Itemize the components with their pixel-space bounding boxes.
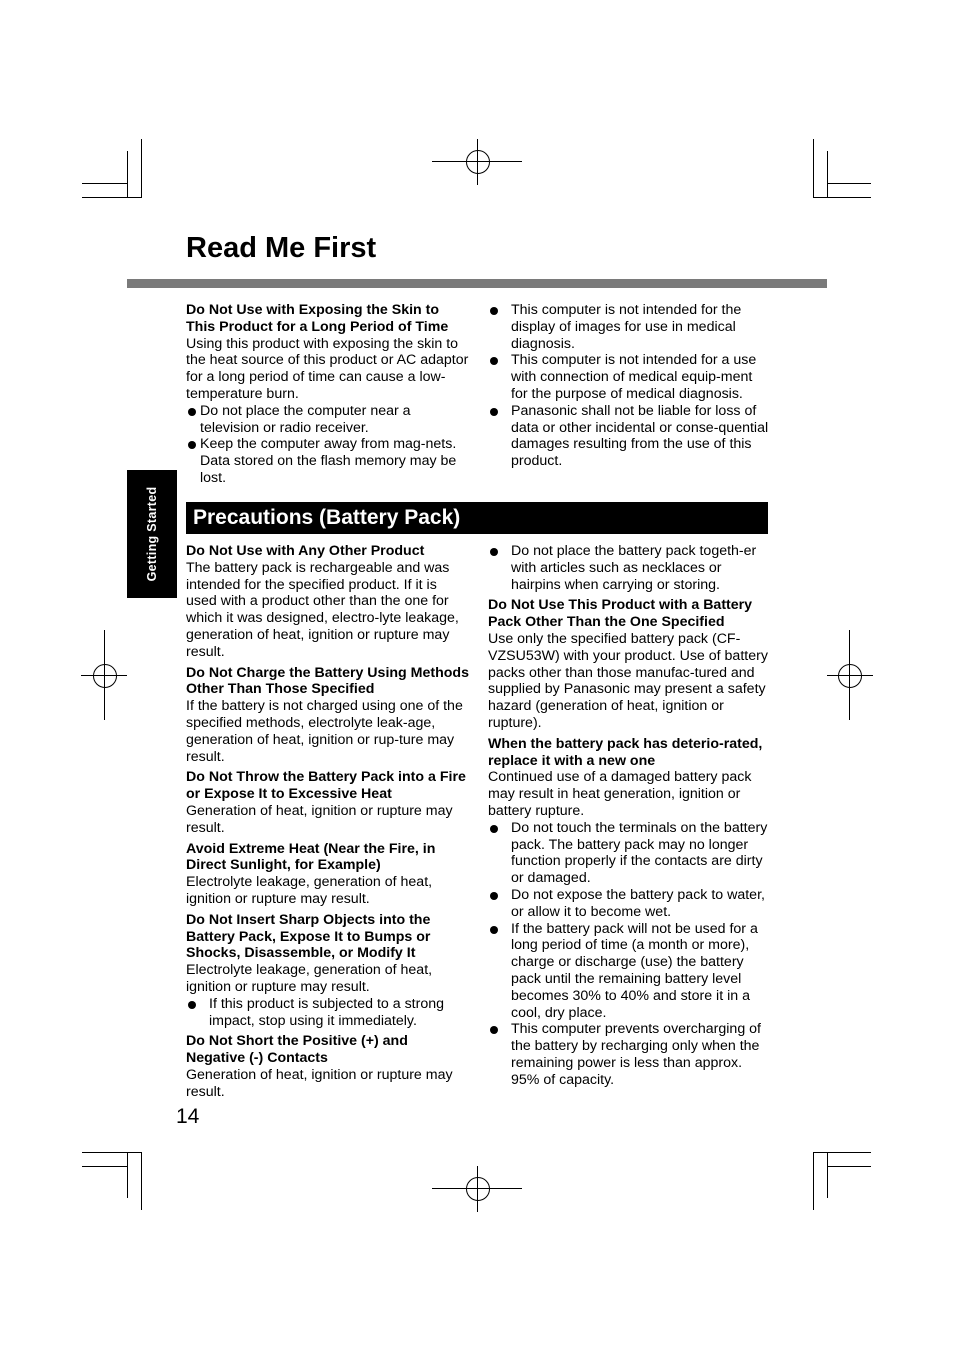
list-item: This computer is not intended for a use with connection of medical equip-ment for the purpose of medical diagnosis. [488, 352, 772, 402]
bullet-list [186, 996, 470, 1030]
heading-sharp-objects: Do Not Insert Sharp Objects into the Battery Pack, Expose It to Bumps or Shocks, Disassemble, or Modify It [186, 911, 431, 962]
body-charge-methods: If the battery is not charged using one of the specified methods, electrolyte leak-age, generation of heat, ignition or rup-ture may result. [186, 698, 463, 765]
battery-right-column [488, 543, 772, 1089]
list-item: Do not place the battery pack togeth-er with articles such as necklaces or hairpins when carrying or storing. [488, 543, 772, 593]
bullet-list [488, 543, 772, 593]
heading-short-contacts: Do Not Short the Positive (+) and Negative (-) Contacts [186, 1033, 408, 1067]
list-item: This computer prevents overcharging of the battery by recharging only when the remaining power is less than approx. 95% of capacity. [488, 1021, 772, 1088]
heading-fire-heat: Do Not Throw the Battery Pack into a Fire or Expose It to Excessive Heat [186, 769, 466, 803]
page-title: Read Me First [186, 232, 377, 264]
list-item: Do not place the computer near a television or radio receiver. [186, 403, 470, 437]
body-extreme-heat: Electrolyte leakage, generation of heat, ignition or rupture may result. [186, 874, 433, 907]
title-rule [127, 279, 827, 288]
body-other-product: The battery pack is rechargeable and was intended for the specified product. If it is used with a product other than the one for which it was designed, electro-lyte leakage, generation of heat, ignition or rupture may result. [186, 559, 459, 660]
body-short-contacts: Generation of heat, ignition or rupture may result. [186, 1066, 453, 1100]
list-item: Keep the computer away from mag-nets. Data stored on the flash memory may be lost. [186, 436, 470, 486]
bullet-list [488, 820, 772, 1089]
body-fire-heat: Generation of heat, ignition or rupture may result. [186, 802, 453, 836]
body-deteriorated-battery: Continued use of a damaged battery pack may result in heat generation, ignition or battery rupture. [488, 769, 752, 819]
heading-extreme-heat: Avoid Extreme Heat (Near the Fire, in Direct Sunlight, for Example) [186, 840, 436, 874]
list-item: This computer is not intended for the display of images for use in medical diagnosis. [488, 302, 772, 352]
heading-charge-methods: Do Not Charge the Battery Using Methods Other Than Those Specified [186, 664, 469, 698]
list-item: If the battery pack will not be used for a long period of time (a month or more), charge or discharge (use) the battery pack until the remaining battery level becomes 30% to 40% and store it in a cool, dry place. [488, 921, 772, 1022]
body-sharp-objects: Electrolyte leakage, generation of heat, ignition or rupture may result. [186, 962, 433, 995]
heading-other-product: Do Not Use with Any Other Product [186, 543, 425, 559]
heading-deteriorated-battery: When the battery pack has deterio-rated, replace it with a new one [488, 735, 763, 769]
heading-specified-battery: Do Not Use This Product with a Battery Pack Other Than the One Specified [488, 597, 753, 631]
section-title: Precautions (Battery Pack) [193, 506, 461, 529]
side-tab [127, 470, 177, 598]
list-item: Do not expose the battery pack to water, or allow it to become wet. [488, 887, 772, 921]
list-item: Panasonic shall not be liable for loss of data or other incidental or conse-quential damages resulting from the use of this product. [488, 403, 772, 470]
body-specified-battery: Use only the specified battery pack (CF-VZSU53W) with your product. Use of battery packs other than those manufac-tured and supplied by Panasonic may present a safety hazard (generation of heat, ignition or rupture). [488, 630, 768, 731]
heading-skin-exposure: Do Not Use with Exposing the Skin to This Product for a Long Period of Time [186, 302, 449, 335]
side-tab-label: Getting Started [145, 486, 159, 582]
list-item: Do not touch the terminals on the battery pack. The battery pack may no longer function properly if the contacts are dirty or damaged. [488, 820, 772, 887]
bullet-list [488, 302, 772, 470]
list-item: If this product is subjected to a strong impact, stop using it immediately. [186, 996, 470, 1030]
top-left-column [186, 302, 470, 487]
section-header [186, 502, 768, 534]
top-right-column [488, 302, 772, 470]
bullet-list [186, 403, 470, 487]
battery-left-column [186, 543, 470, 1101]
body-skin-exposure: Using this product with exposing the skin to the heat source of this product or AC adaptor for a long period of time can cause a low-temperature burn. [186, 335, 469, 402]
page-number: 14 [176, 1105, 200, 1128]
